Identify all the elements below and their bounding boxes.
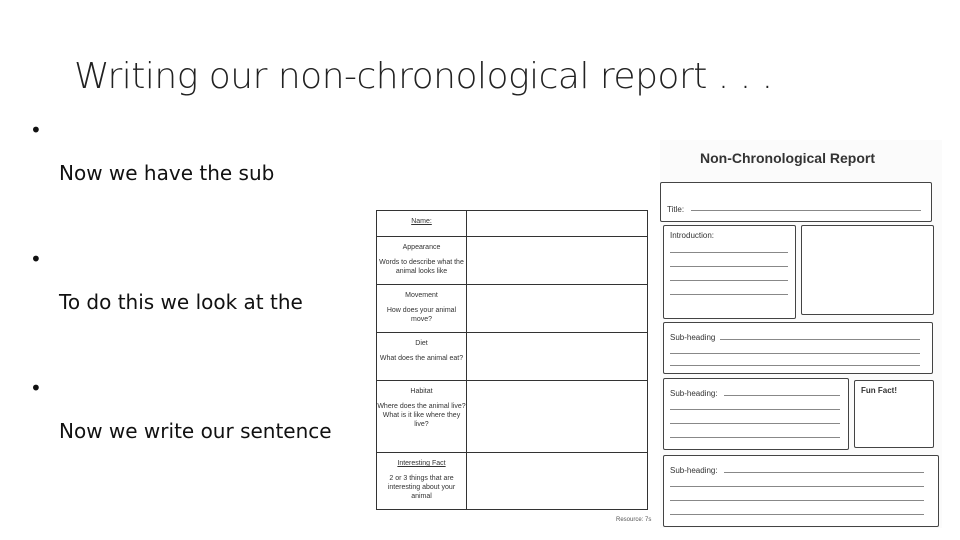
report-subheading-3-box xyxy=(663,455,939,527)
bullet-dot: • xyxy=(30,249,42,271)
report-title: Non-Chronological Report xyxy=(700,150,875,166)
writing-line xyxy=(670,514,924,515)
plan-fact-label: Interesting Fact xyxy=(397,460,446,467)
writing-line xyxy=(670,437,840,438)
writing-line xyxy=(670,486,924,487)
bullet-2 xyxy=(30,249,362,339)
plan-resource-note: Resource: 7s xyxy=(616,517,652,523)
writing-line xyxy=(720,339,920,340)
bullet-dot: • xyxy=(30,120,42,142)
writing-line xyxy=(724,395,840,396)
report-subheading-1-label: Sub-heading xyxy=(670,333,716,342)
plan-diet-question: What does the animal eat? xyxy=(379,355,464,362)
bullet-1-line-1: Now we have the sub xyxy=(59,161,275,185)
plan-movement-question: How does your animal move? xyxy=(386,307,457,323)
report-subheading-1-box xyxy=(663,322,933,374)
plan-diet-label: Diet xyxy=(415,340,428,347)
writing-line xyxy=(670,294,788,295)
bullet-1 xyxy=(30,120,362,210)
plan-habitat-label: Habitat xyxy=(410,388,433,395)
report-subheading-2-label: Sub-heading: xyxy=(670,389,718,398)
bullet-3 xyxy=(30,378,362,448)
report-fun-fact-box xyxy=(854,380,934,448)
writing-line xyxy=(670,266,788,267)
plan-habitat-question: Where does the animal live? What is it like where they live? xyxy=(377,403,466,428)
plan-fact-question: 2 or 3 things that are interesting about your animal xyxy=(387,475,456,500)
slide-title: Writing our non-chronological report . . . xyxy=(74,56,773,97)
report-title-box xyxy=(660,182,932,222)
writing-line xyxy=(670,353,920,354)
writing-line xyxy=(670,365,920,366)
bullet-2-line-1: To do this we look at the xyxy=(59,290,303,314)
plan-row-name xyxy=(377,211,647,237)
writing-line xyxy=(691,210,921,211)
writing-line xyxy=(670,252,788,253)
report-subheading-3-label: Sub-heading: xyxy=(670,466,718,475)
plan-worksheet xyxy=(376,210,648,510)
writing-line xyxy=(670,423,840,424)
writing-line xyxy=(670,280,788,281)
writing-line xyxy=(670,500,924,501)
report-subheading-2-box xyxy=(663,378,849,450)
plan-appearance-question: Words to describe what the animal looks like xyxy=(379,259,464,275)
writing-line xyxy=(670,409,840,410)
plan-appearance-label: Appearance xyxy=(402,244,441,251)
report-intro-label: Introduction: xyxy=(670,231,715,240)
plan-row-habitat xyxy=(377,381,647,453)
plan-row-fact xyxy=(377,453,647,510)
plan-name-label: Name: xyxy=(411,218,432,225)
bullet-3-line-1: Now we write our sentence xyxy=(59,419,332,443)
plan-row-appearance xyxy=(377,237,647,285)
report-intro-box xyxy=(663,225,796,319)
writing-line xyxy=(724,472,924,473)
plan-row-diet xyxy=(377,333,647,381)
report-picture-box xyxy=(801,225,934,315)
report-fun-fact-label: Fun Fact! xyxy=(861,386,897,395)
plan-row-movement xyxy=(377,285,647,333)
report-title-label: Title: xyxy=(667,205,685,214)
bullet-dot: • xyxy=(30,378,42,400)
plan-movement-label: Movement xyxy=(405,292,438,299)
